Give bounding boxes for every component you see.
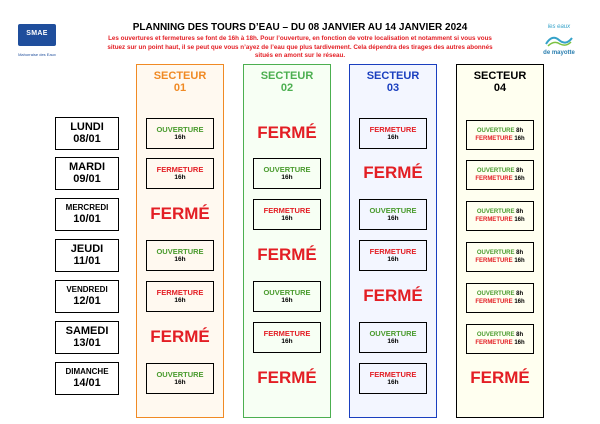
closing-time: 16h (514, 176, 525, 182)
closing-status: FERMETURE (475, 217, 513, 223)
day-date: 12/01 (73, 295, 101, 307)
sector-number: 01 (173, 82, 187, 94)
sector-label: SECTEUR (153, 70, 207, 82)
time-label: 16h (281, 174, 293, 181)
schedule-cell (466, 283, 534, 313)
opening-status: OUVERTURE (476, 291, 515, 297)
sector-header-03 (350, 70, 436, 94)
schedule-cell (146, 363, 214, 394)
partner-logo-line2: de mayotte (543, 50, 575, 56)
schedule-cell (359, 118, 427, 149)
time-label: 16h (174, 256, 186, 263)
subtitle-line: Les ouvertures et fermetures se font de 16h à 18h. Pour l’ouverture, en fonction de votre localisation et notamment si vous vous (108, 35, 492, 42)
time-label: 16h (174, 297, 186, 304)
sector-header-01 (137, 70, 223, 94)
sector-label: SECTEUR (366, 70, 420, 82)
page-title: PLANNING DES TOURS D’EAU – DU 08 JANVIER AU 14 JANVIER 2024 (132, 22, 468, 33)
day-label-lundi (55, 117, 119, 150)
day-date: 14/01 (73, 377, 101, 389)
closing-status: FERMETURE (475, 176, 513, 182)
time-label: 16h (174, 379, 186, 386)
partner-logo-line1: les eaux (547, 24, 571, 30)
sector-header-04 (457, 70, 543, 94)
closing-status: FERMETURE (369, 370, 417, 379)
day-name: LUNDI (70, 121, 104, 133)
eaux-de-mayotte-logo (536, 24, 582, 68)
schedule-cell (253, 158, 321, 189)
day-label-mercredi (55, 198, 119, 231)
time-label: 16h (281, 215, 293, 222)
day-name: JEUDI (70, 243, 104, 255)
closing-time: 16h (514, 136, 525, 142)
sector-label: SECTEUR (260, 70, 314, 82)
day-date: 11/01 (73, 255, 101, 267)
day-label-samedi (55, 321, 119, 354)
subtitle-line: situés en amont sur le réseau. (254, 52, 346, 60)
schedule-cell (146, 240, 214, 271)
day-name: MERCREDI (65, 203, 109, 212)
opening-status: OUVERTURE (156, 247, 204, 256)
schedule-cell (466, 201, 534, 231)
schedule-cell (253, 199, 321, 230)
page-subtitle (70, 35, 530, 61)
day-name: VENDREDI (66, 285, 108, 294)
closing-status: FERMETURE (156, 165, 204, 174)
closed-status: FERMÉ (150, 327, 210, 346)
closed-status: FERMÉ (257, 245, 317, 264)
opening-status: OUVERTURE (476, 168, 515, 174)
closing-line (467, 257, 533, 265)
schedule-cell (359, 322, 427, 353)
sector-number: 04 (493, 82, 507, 94)
opening-line (467, 208, 533, 216)
sector-column-02 (243, 64, 331, 418)
opening-status: OUVERTURE (156, 125, 204, 134)
sector-header-02 (244, 70, 330, 94)
day-name: DIMANCHE (65, 367, 109, 376)
schedule-cell (146, 281, 214, 312)
closed-status: FERMÉ (150, 204, 210, 223)
smae-logo-caption: Mahorraise des Eaux (18, 52, 56, 57)
closing-time: 16h (514, 299, 525, 305)
closing-time: 16h (514, 258, 525, 264)
day-date: 10/01 (73, 213, 101, 225)
water-drop-icon (544, 32, 574, 48)
closing-line (467, 339, 533, 347)
schedule-cell (146, 118, 214, 149)
opening-status: OUVERTURE (476, 209, 515, 215)
opening-time: 8h (516, 209, 524, 215)
opening-status: OUVERTURE (476, 128, 515, 134)
day-label-jeudi (55, 239, 119, 272)
time-label: 16h (387, 256, 399, 263)
closing-status: FERMETURE (475, 299, 513, 305)
time-label: 16h (281, 338, 293, 345)
time-label: 16h (387, 338, 399, 345)
opening-time: 8h (516, 332, 524, 338)
closing-line (467, 298, 533, 306)
day-name: SAMEDI (65, 325, 109, 337)
day-date: 13/01 (73, 337, 101, 349)
day-date: 08/01 (73, 133, 101, 145)
day-label-mardi (55, 157, 119, 190)
time-label: 16h (387, 215, 399, 222)
time-label: 16h (387, 379, 399, 386)
closing-status: FERMETURE (475, 340, 513, 346)
opening-status: OUVERTURE (263, 288, 311, 297)
time-label: 16h (387, 134, 399, 141)
sector-label: SECTEUR (473, 70, 527, 82)
opening-status: OUVERTURE (263, 165, 311, 174)
schedule-cell (146, 158, 214, 189)
schedule-cell (253, 281, 321, 312)
closing-status: FERMETURE (369, 125, 417, 134)
opening-line (467, 331, 533, 339)
closing-time: 16h (514, 217, 525, 223)
opening-line (467, 127, 533, 135)
day-label-vendredi (55, 280, 119, 313)
opening-time: 8h (516, 250, 524, 256)
day-date: 09/01 (73, 173, 101, 185)
schedule-cell (253, 322, 321, 353)
closing-status: FERMETURE (263, 206, 311, 215)
sector-column-04 (456, 64, 544, 418)
closing-time: 16h (514, 340, 525, 346)
closing-status: FERMETURE (475, 258, 513, 264)
closing-status: FERMETURE (369, 247, 417, 256)
time-label: 16h (174, 174, 186, 181)
opening-status: OUVERTURE (369, 206, 417, 215)
closed-status: FERMÉ (470, 368, 530, 387)
closing-status: FERMETURE (475, 136, 513, 142)
opening-line (467, 290, 533, 298)
schedule-cell (359, 240, 427, 271)
closed-status: FERMÉ (363, 163, 423, 182)
closing-line (467, 135, 533, 143)
sector-number: 02 (280, 82, 294, 94)
opening-status: OUVERTURE (476, 250, 515, 256)
closing-status: FERMETURE (156, 288, 204, 297)
opening-status: OUVERTURE (369, 329, 417, 338)
time-label: 16h (281, 297, 293, 304)
opening-line (467, 167, 533, 175)
smae-logo-text: SMAE (26, 30, 48, 37)
time-label: 16h (174, 134, 186, 141)
schedule-cell (359, 199, 427, 230)
closed-status: FERMÉ (363, 286, 423, 305)
closing-status: FERMETURE (263, 329, 311, 338)
opening-status: OUVERTURE (476, 332, 515, 338)
schedule-cell (466, 242, 534, 272)
day-name: MARDI (68, 161, 106, 173)
day-label-dimanche (55, 362, 119, 395)
closed-status: FERMÉ (257, 123, 317, 142)
opening-time: 8h (516, 291, 524, 297)
schedule-cell (359, 363, 427, 394)
opening-status: OUVERTURE (156, 370, 204, 379)
subtitle-line: situez sur un point haut, il se peut que vous n’ayez de l’eau que plus tardivement. Cela dépendra des tirages des autres abonnés (107, 43, 493, 51)
schedule-cell (466, 160, 534, 190)
opening-line (467, 249, 533, 257)
sector-number: 03 (386, 82, 400, 94)
schedule-cell (466, 324, 534, 354)
opening-time: 8h (516, 128, 524, 134)
closing-line (467, 216, 533, 224)
opening-time: 8h (516, 168, 524, 174)
closed-status: FERMÉ (257, 368, 317, 387)
closing-line (467, 175, 533, 183)
schedule-cell (466, 120, 534, 150)
smae-logo (18, 24, 56, 64)
